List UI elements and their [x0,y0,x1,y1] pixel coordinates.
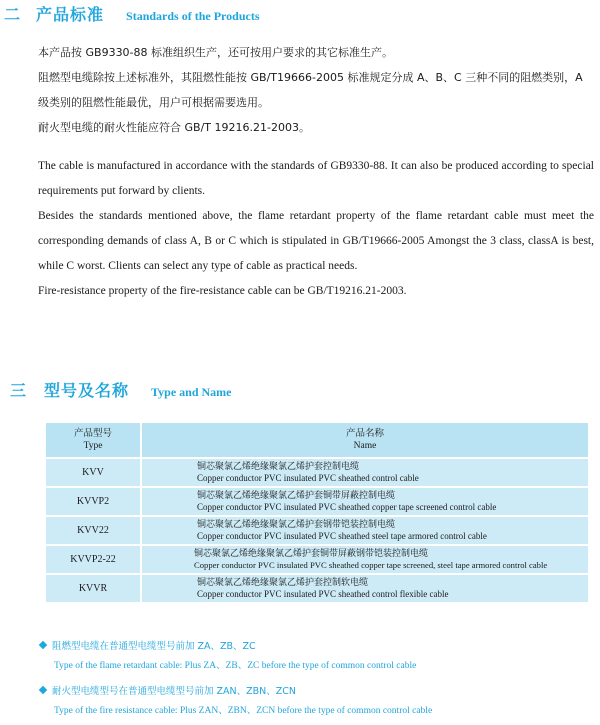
en-paragraph: The cable is manufactured in accordance with the standards of GB9330-88. It can also be produced according to special requirements put forward by clients. [38,160,594,197]
type-cell: KVVR [45,574,141,603]
note-cn: 耐火型电缆型号在普通型电缆型号前加 ZAN、ZBN、ZCN [52,686,297,697]
diamond-bullet-icon [39,686,47,694]
section-title-cn: 产品标准 [36,5,105,24]
note-en: Type of the flame retardant cable: Plus ZA、ZB、ZC before the type of common control cable [54,661,417,671]
cn-paragraph: 耐火型电缆的耐火性能应符合 GB/T 19216.21-2003。 [38,121,310,134]
name-cn: 铜芯聚氯乙烯绝缘聚氯乙烯护套控制电缆 [197,461,360,472]
en-paragraph: Fire-resistance property of the fire-resistance cable can be GB/T19216.21-2003. [38,285,407,297]
name-cn: 铜芯聚氯乙烯绝缘聚氯乙烯护套控制软电缆 [197,577,369,588]
table-row [45,516,589,545]
name-en: Copper conductor PVC insulated PVC sheathed copper tape screened control cable [197,501,497,512]
name-cell [141,516,589,545]
name-cell [141,458,589,487]
name-cell [141,487,589,516]
table-row [45,574,589,603]
table-row [45,458,589,487]
diamond-bullet-icon [39,641,47,649]
note-fire-resistance [38,685,594,718]
name-cn: 铜芯聚氯乙烯绝缘聚氯乙烯护套钢带铠装控制电缆 [197,519,396,530]
name-en: Copper conductor PVC insulated PVC sheathed steel tape armored control cable [197,530,487,541]
header-type-en: Type [83,441,103,451]
note-flame-retardant [38,640,594,673]
note-en: Type of the fire resistance cable: Plus ZAN、ZBN、ZCN before the type of common control cable [54,706,433,716]
en-paragraph: Besides the standards mentioned above, the flame retardant property of the flame retardant cable must meet the corresponding demands of class A, B or C which is stipulated in GB/T19666-2005 Amongst the 3 class, classA is best, while C worst. Clients can select any type of cable as practical needs. [38,210,594,272]
header-name [141,422,589,458]
name-cn: 铜芯聚氯乙烯绝缘聚氯乙烯护套铜带屏蔽控制电缆 [197,490,396,501]
type-cell: KVV [45,458,141,487]
table-row [45,545,589,574]
section-title-en: Standards of the Products [126,9,260,23]
section-title-en: Type and Name [151,385,232,399]
section-2-heading [4,2,260,25]
table-row [45,487,589,516]
section-title-cn: 型号及名称 [44,381,130,400]
header-type [45,422,141,458]
name-cn: 铜芯聚氯乙烯绝缘聚氯乙烯护套铜带屏蔽钢带铠装控制电缆 [194,548,429,559]
note-cn: 阻燃型电缆在普通型电缆型号前加 ZA、ZB、ZC [52,641,256,652]
name-en: Copper conductor PVC insulated PVC sheathed control cable [197,472,419,483]
table-header-row [45,422,589,458]
section-number: 二 [4,5,21,24]
type-cell: KVVP2-22 [45,545,141,574]
name-en: Copper conductor PVC insulated PVC sheathed control flexible cable [197,588,449,599]
name-en: Copper conductor PVC insulated PVC sheathed copper tape screened, steel tape armored control cable [194,559,548,570]
section-number: 三 [10,381,27,400]
header-name-en: Name [353,441,377,451]
type-name-table [44,421,590,604]
name-cell [141,574,589,603]
name-cell [141,545,589,574]
cn-paragraph: 阻燃型电缆除按上述标准外，其阻燃性能按 GB/T19666-2005 标准规定分成 A、B、C 三种不同的阻燃类别，A 级类别的阻燃性能最优，用户可根据需要选用。 [38,71,583,109]
section-3-heading [10,378,231,401]
type-cell: KVVP2 [45,487,141,516]
header-name-cn: 产品名称 [345,428,384,439]
cn-paragraph: 本产品按 GB9330-88 标准组织生产，还可按用户要求的其它标准生产。 [38,46,394,59]
type-cell: KVV22 [45,516,141,545]
header-type-cn: 产品型号 [73,428,112,439]
